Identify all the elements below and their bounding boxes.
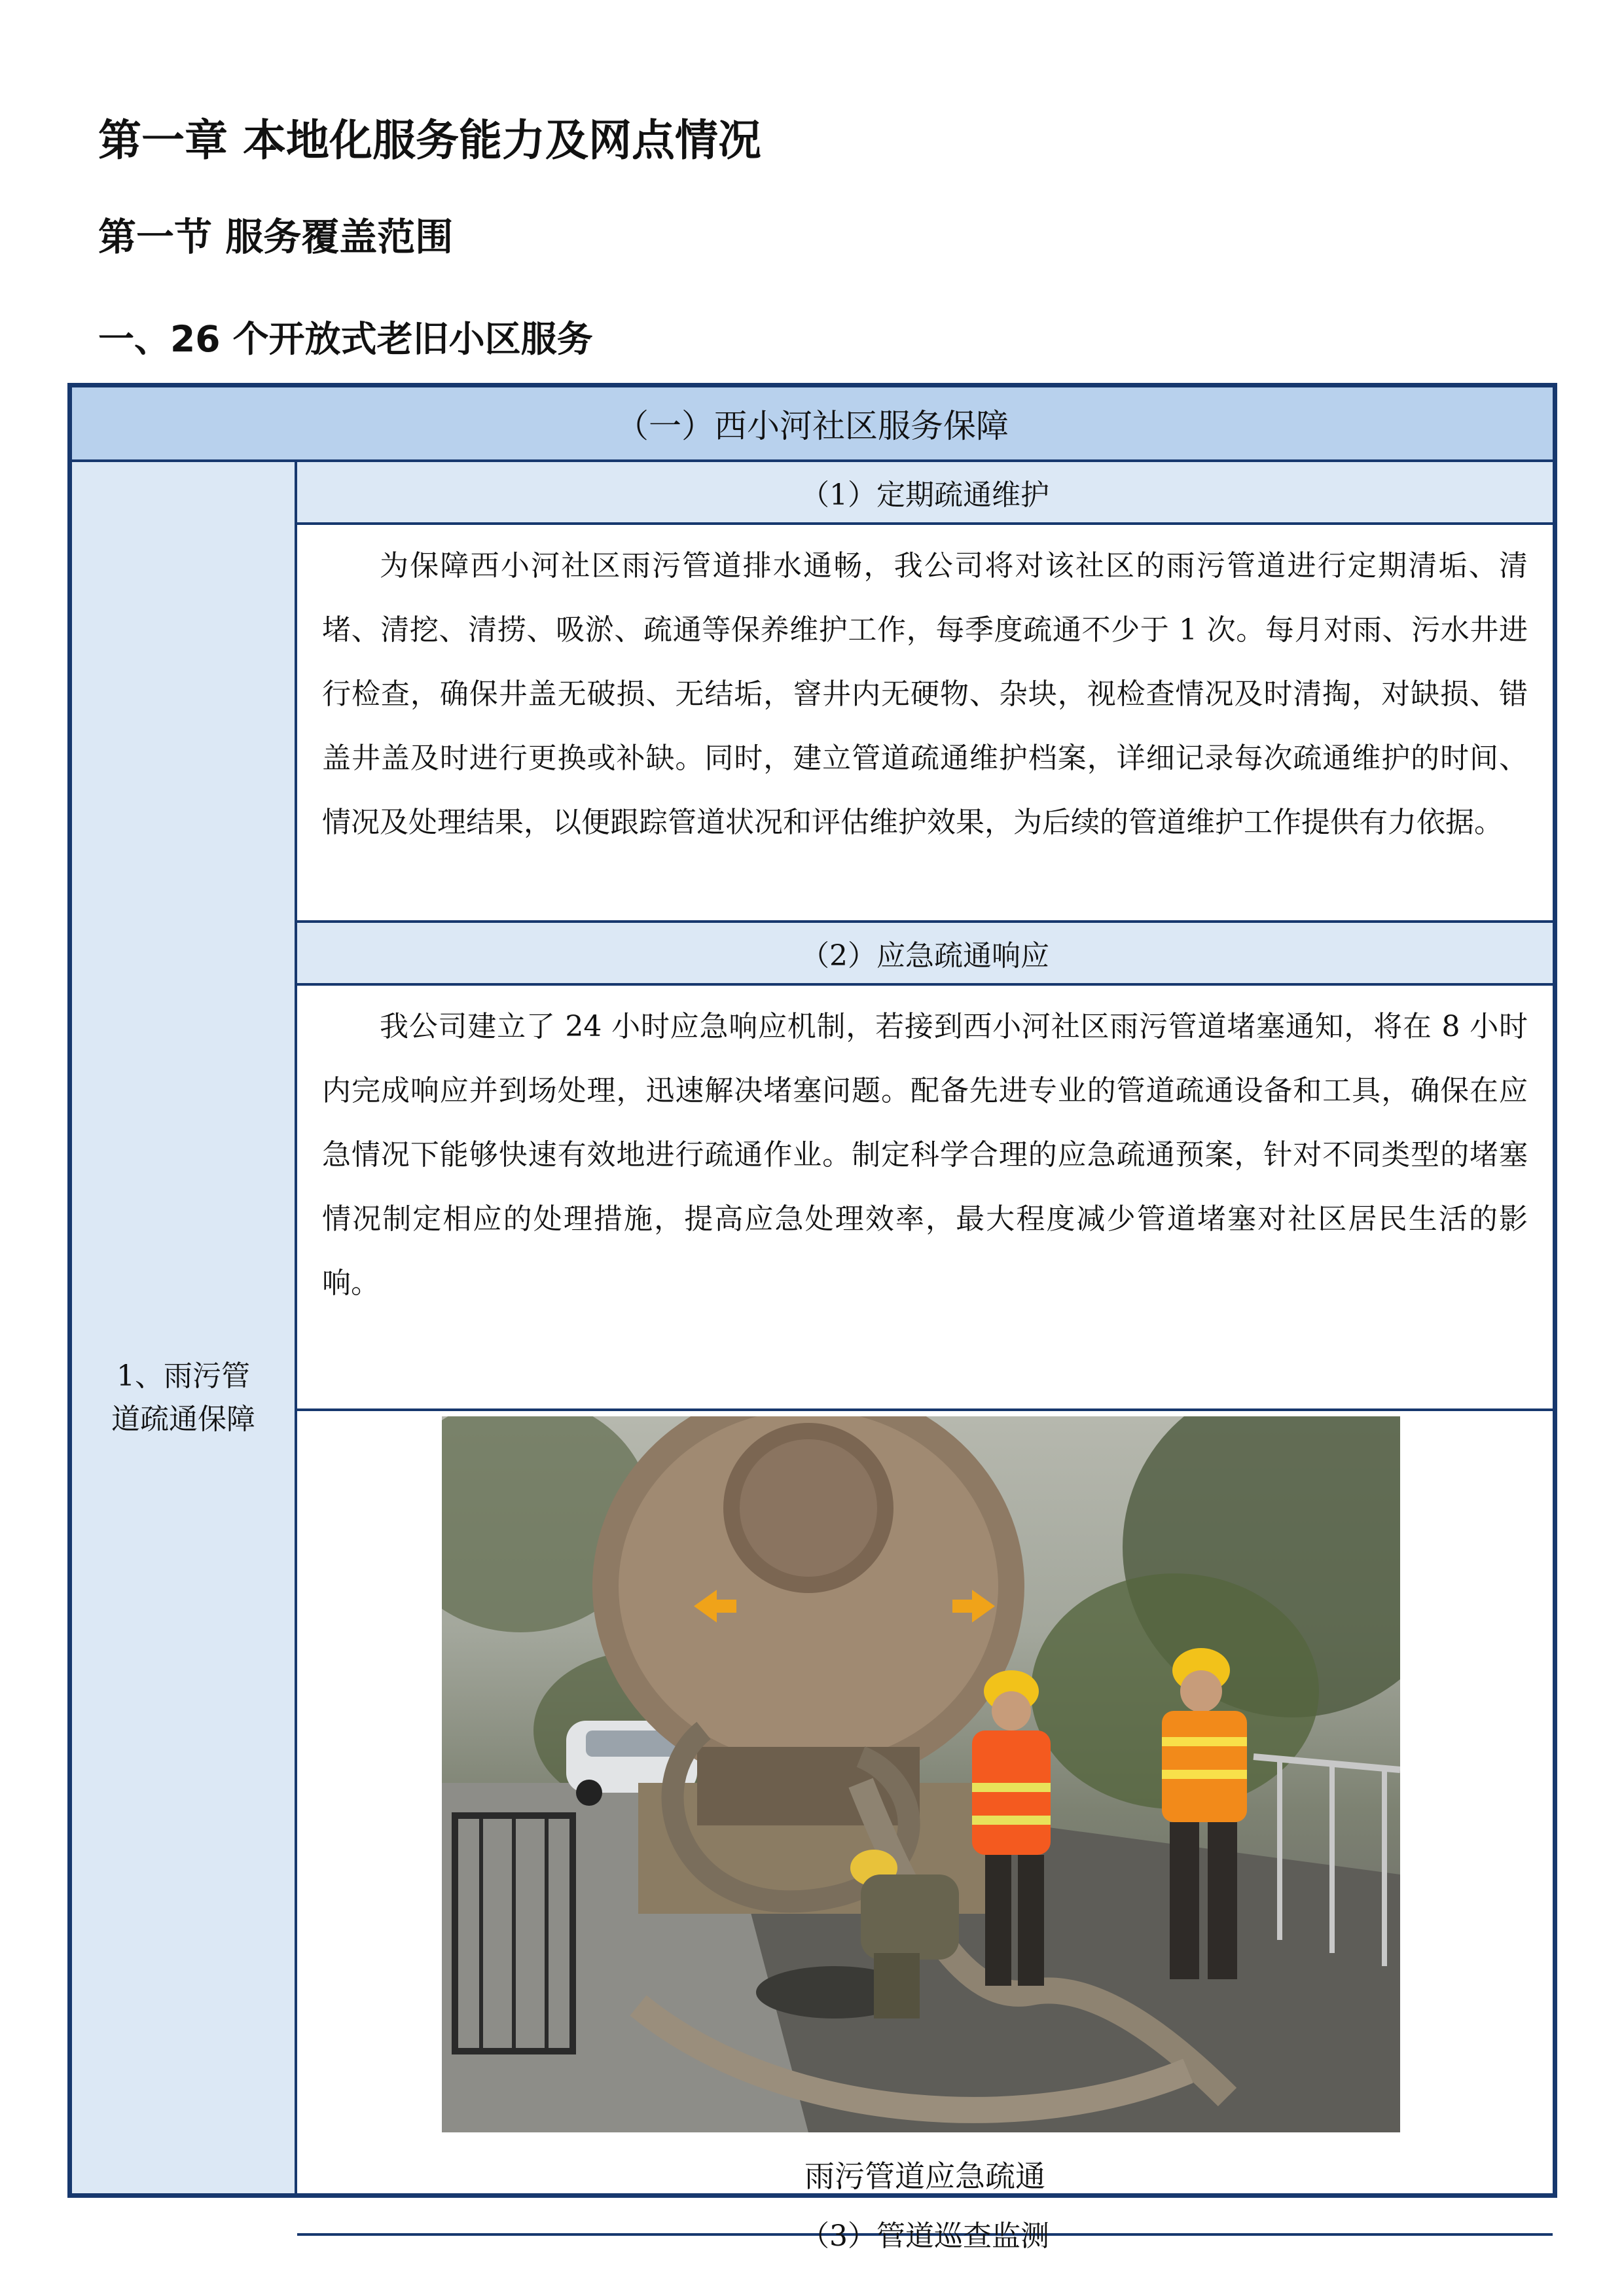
chapter-heading: 第一章 本地化服务能力及网点情况 — [98, 115, 761, 166]
table-title: （一）西小河社区服务保障 — [72, 387, 1553, 462]
item-1-body — [297, 525, 1553, 923]
photo-cell — [297, 1411, 1553, 2236]
left-category-column — [72, 462, 297, 2193]
item-1-paragraph: 为保障西小河社区雨污管道排水通畅，我公司将对该社区的雨污管道进行定期清垢、清堵、清挖、清捞、吸淤、疏通等保养维护工作，每季度疏通不少于 1 次。每月对雨、污水井进行检查，确保井盖无破损、无结垢，窨井内无硬物、杂块，视检查情况及时清掏，对缺损、错盖井盖及时进行更换或补缺。同时，建立管道疏通维护档案，详细记录每次疏通维护的时间、情况及处理结果，以便跟踪管道状况和评估维护效果，为后续的管道维护工作提供有力依据。 — [322, 549, 1528, 839]
item-2-heading: （2）应急疏通响应 — [297, 923, 1553, 986]
item-2-body — [297, 986, 1553, 1411]
item-1-heading: （1）定期疏通维护 — [297, 462, 1553, 525]
category-label-line2: 道疏通保障 — [111, 1403, 255, 1436]
section-heading: 第一节 服务覆盖范围 — [98, 215, 454, 259]
item-2-paragraph: 我公司建立了 24 小时应急响应机制，若接到西小河社区雨污管道堵塞通知，将在 8 小时内完成响应并到场处理，迅速解决堵塞问题。配备先进专业的管道疏通设备和工具，确保在应急情况下能够快速有效地进行疏通作业。制定科学合理的应急疏通预案，针对不同类型的堵塞情况制定相应的处理措施，提高应急处理效率，最大程度减少管道堵塞对社区居民生活的影响。 — [322, 1010, 1528, 1300]
subsection-heading: 一、26 个开放式老旧小区服务 — [98, 318, 593, 360]
category-label — [72, 1355, 295, 1441]
right-content-column: （1）定期疏通维护 为保障西小河社区雨污管道排水通畅，我公司将对该社区的雨污管道进行定期清垢、清堵、清挖、清捞、吸淤、疏通等保养维护工作，每季度疏通不少于 1 次。每月对雨、污水井进行检查，确保井盖无破损、无结垢，窨井内无硬物、杂块，视检查情况及时清掏，对缺损、错盖井盖及时进行更换或补缺。同时，建立管道疏通维护档案，详细记录每次疏通维护的时间、情况及处理结果，以便跟踪管道状况和评估维护效果，为后续的管道维护工作提供有力依据。 （2）应急疏通响应 我公司建立了 24 小时应急响应机制，若接到西小河社区雨污管道堵塞通知，将在 8 小时内完成响应并到场处理，迅速解决堵塞问题。配备先进专业的管道疏通设备和工具，确保在应急情况下能够快速有效地进行疏通作业。制定科学合理的应急疏通预案，针对不同类型的堵塞情况制定相应的处理措施，提高应急处理效率，最大程度减少管道堵塞对社区居民生活的影响。 雨污管道应急疏通 （3）管道巡查监测 — [297, 462, 1553, 2193]
service-table — [67, 383, 1557, 2253]
sewer-dredging-photo — [442, 1416, 1400, 2132]
photo-caption: 雨污管道应急疏通 — [804, 2159, 1045, 2194]
category-label-line1: 1、雨污管 — [117, 1359, 250, 1393]
